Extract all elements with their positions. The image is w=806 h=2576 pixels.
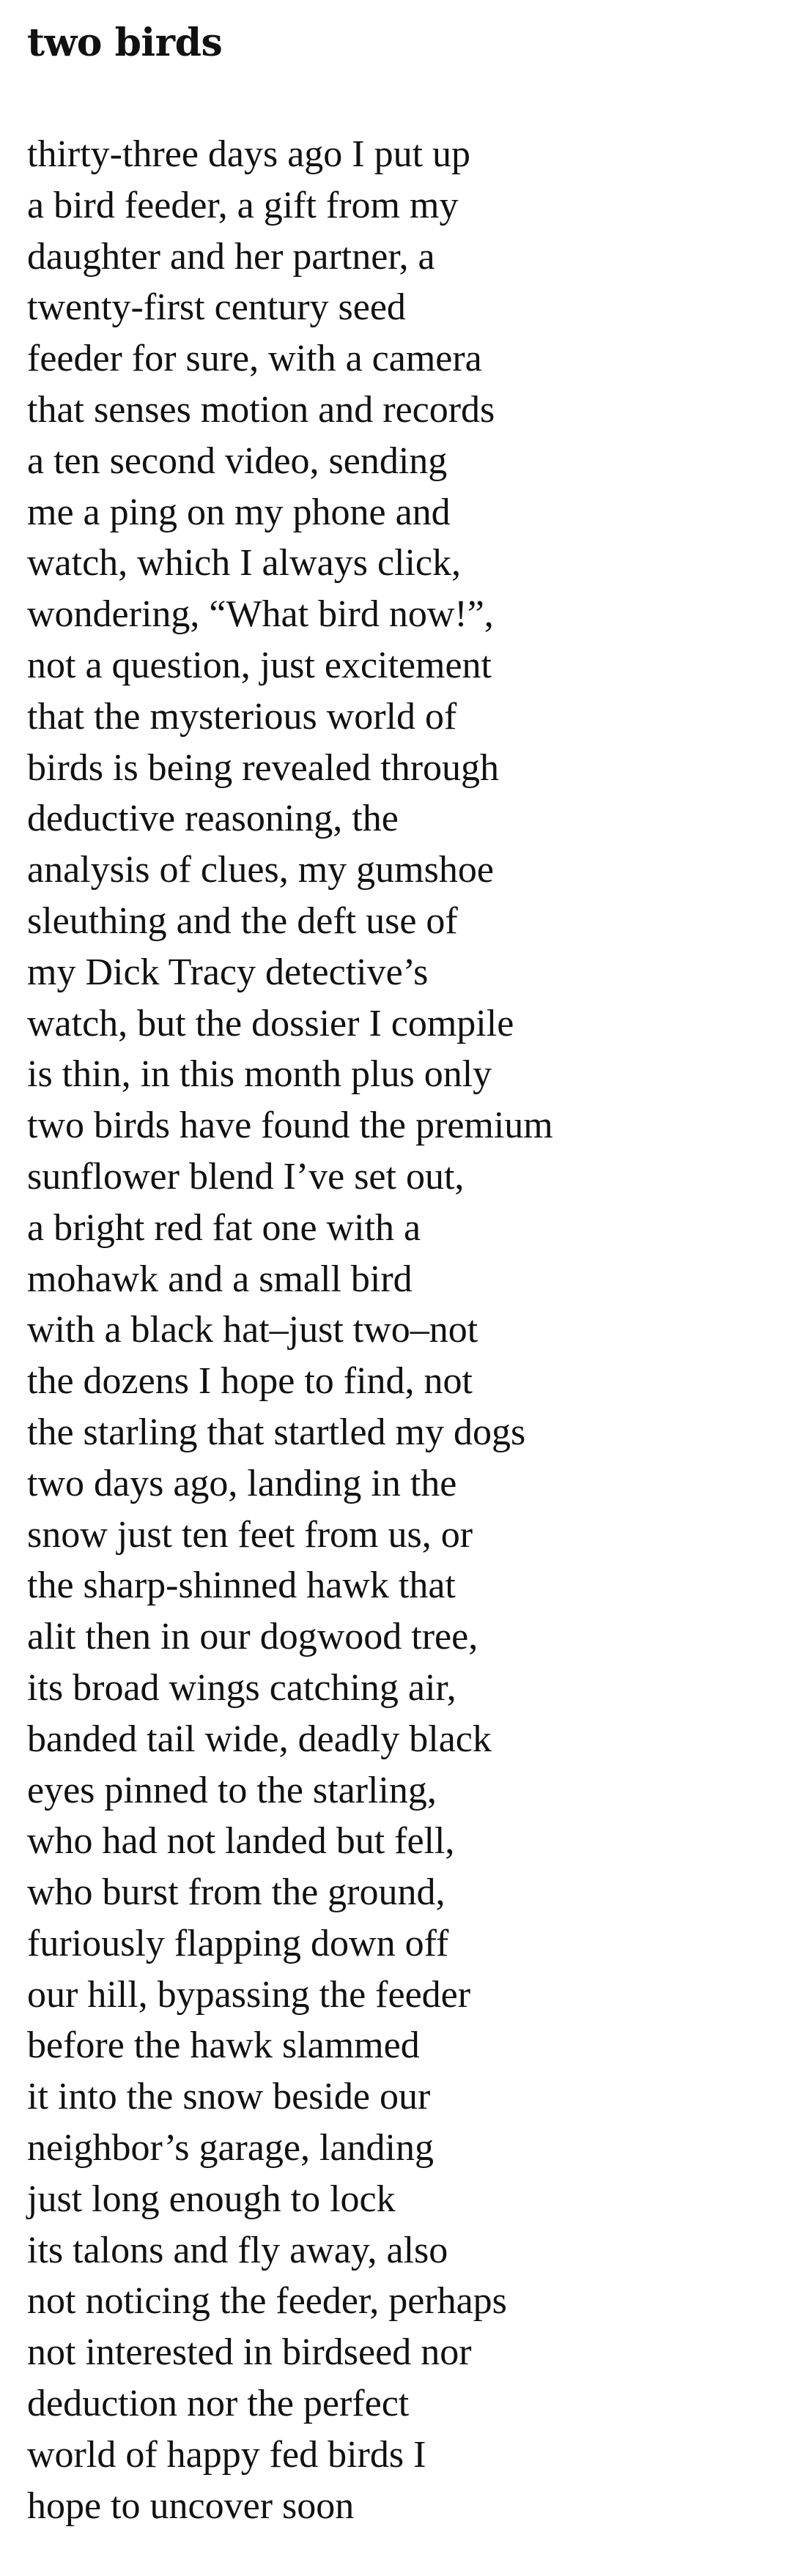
poem-line: its talons and fly away, also <box>27 2229 448 2271</box>
poem-line: banded tail wide, deadly black <box>27 1718 492 1760</box>
poem-line: who had not landed but fell, <box>27 1820 455 1863</box>
poem-line: hope to uncover soon <box>27 2484 355 2527</box>
poem-line: alit then in our dogwood tree, <box>27 1616 478 1658</box>
poem-line: furiously flapping down off <box>27 1922 449 1964</box>
poem-line: world of happy fed birds I <box>27 2433 426 2476</box>
poem-line: birds is being revealed through <box>27 746 500 789</box>
poem-line: not interested in birdseed nor <box>27 2331 472 2374</box>
poem-line: it into the snow beside our <box>27 2076 431 2118</box>
poem-line: a bright red fat one with a <box>27 1206 421 1249</box>
poem-line: deduction nor the perfect <box>27 2383 410 2425</box>
poem-line: the dozens I hope to find, not <box>27 1360 473 1403</box>
poem-line: neighbor’s garage, landing <box>27 2127 434 2169</box>
poem-line: a ten second video, sending <box>27 439 448 482</box>
poem-line: eyes pinned to the starling, <box>27 1769 437 1811</box>
poem-line: snow just ten feet from us, or <box>27 1513 473 1556</box>
poem-line: that the mysterious world of <box>27 695 457 738</box>
poem-line: not a question, just excitement <box>27 644 492 686</box>
poem-line: the sharp-shinned hawk that <box>27 1564 456 1607</box>
poem-line: two birds have found the premium <box>27 1105 553 1147</box>
poem <box>27 15 789 2531</box>
poem-line: sunflower blend I’ve set out, <box>27 1155 465 1198</box>
poem-line: analysis of clues, my gumshoe <box>27 849 494 891</box>
poem-line: who burst from the ground, <box>27 1871 445 1914</box>
poem-body <box>27 129 789 2531</box>
poem-title: two birds <box>27 21 223 65</box>
poem-line: deductive reasoning, the <box>27 798 399 840</box>
poem-line: watch, but the dossier I compile <box>27 1002 514 1044</box>
poem-line: our hill, bypassing the feeder <box>27 1973 471 2016</box>
poem-line: not noticing the feeder, perhaps <box>27 2280 507 2323</box>
poem-line: a bird feeder, a gift from my <box>27 184 459 226</box>
poem-line: sleuthing and the deft use of <box>27 899 458 942</box>
poem-line: is thin, in this month plus only <box>27 1053 492 1096</box>
poem-line: that senses motion and records <box>27 388 495 431</box>
poem-line: with a black hat–just two–not <box>27 1309 478 1351</box>
poem-line: its broad wings catching air, <box>27 1666 456 1709</box>
poem-line: the starling that startled my dogs <box>27 1411 526 1453</box>
poem-line: two days ago, landing in the <box>27 1462 457 1504</box>
poem-line: daughter and her partner, a <box>27 235 435 278</box>
poem-line: just long enough to lock <box>27 2178 396 2220</box>
poem-line: me a ping on my phone and <box>27 491 451 533</box>
poem-line: twenty-first century seed <box>27 286 406 329</box>
poem-line: mohawk and a small bird <box>27 1258 413 1300</box>
poem-line: watch, which I always click, <box>27 542 462 584</box>
poem-line: wondering, “What bird now!”, <box>27 593 494 636</box>
poem-line: thirty-three days ago I put up <box>27 133 471 175</box>
poem-line: feeder for sure, with a camera <box>27 338 482 380</box>
poem-line: before the hawk slammed <box>27 2024 420 2067</box>
poem-line: my Dick Tracy detective’s <box>27 951 429 993</box>
